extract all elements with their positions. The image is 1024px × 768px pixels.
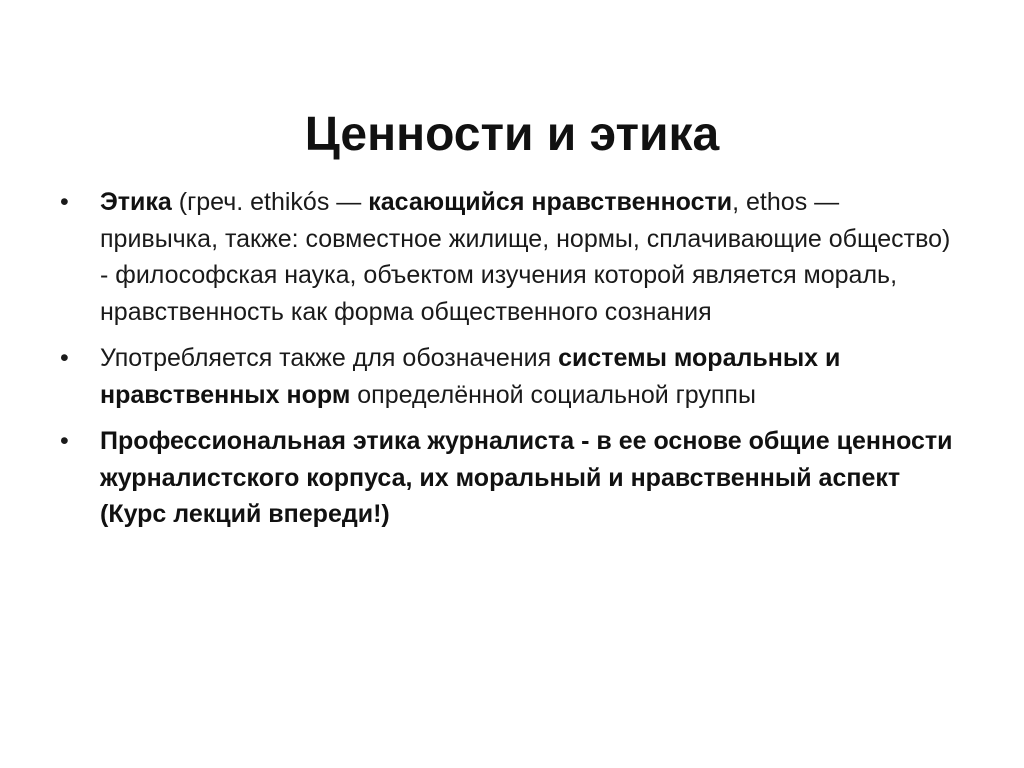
bullet-item-usage xyxy=(60,340,960,413)
text-segment: , ethos — привычка, также: совместное жилище, нормы, сплачивающие общество) - философская наука, объектом изучения которой является мораль, нравственность как форма общественного сознания xyxy=(100,188,951,326)
term-ethics: Этика xyxy=(100,188,172,216)
professional-ethics-text: Профессиональная этика журналиста - в ее основе общие ценности журналистского корпуса, их моральный и нравственный аспект (Курс лекций впереди!) xyxy=(100,427,953,528)
term-morality: касающийся нравственности xyxy=(368,188,733,216)
bullet-icon: • xyxy=(60,344,69,372)
text-segment: определённой социальной группы xyxy=(350,380,756,409)
term-norm-system: системы моральных и нравственных норм xyxy=(100,344,841,409)
bullet-icon: • xyxy=(60,188,69,216)
bullet-item-professional-ethics xyxy=(60,423,960,533)
bullet-item-ethics xyxy=(60,184,960,330)
bullet-list xyxy=(60,184,960,543)
bullet-icon: • xyxy=(60,427,69,455)
slide-title: Ценности и этика xyxy=(304,108,720,161)
text-segment: Употребляется также для обозначения xyxy=(100,344,559,372)
text-segment: (греч. ethikós — xyxy=(171,188,369,216)
